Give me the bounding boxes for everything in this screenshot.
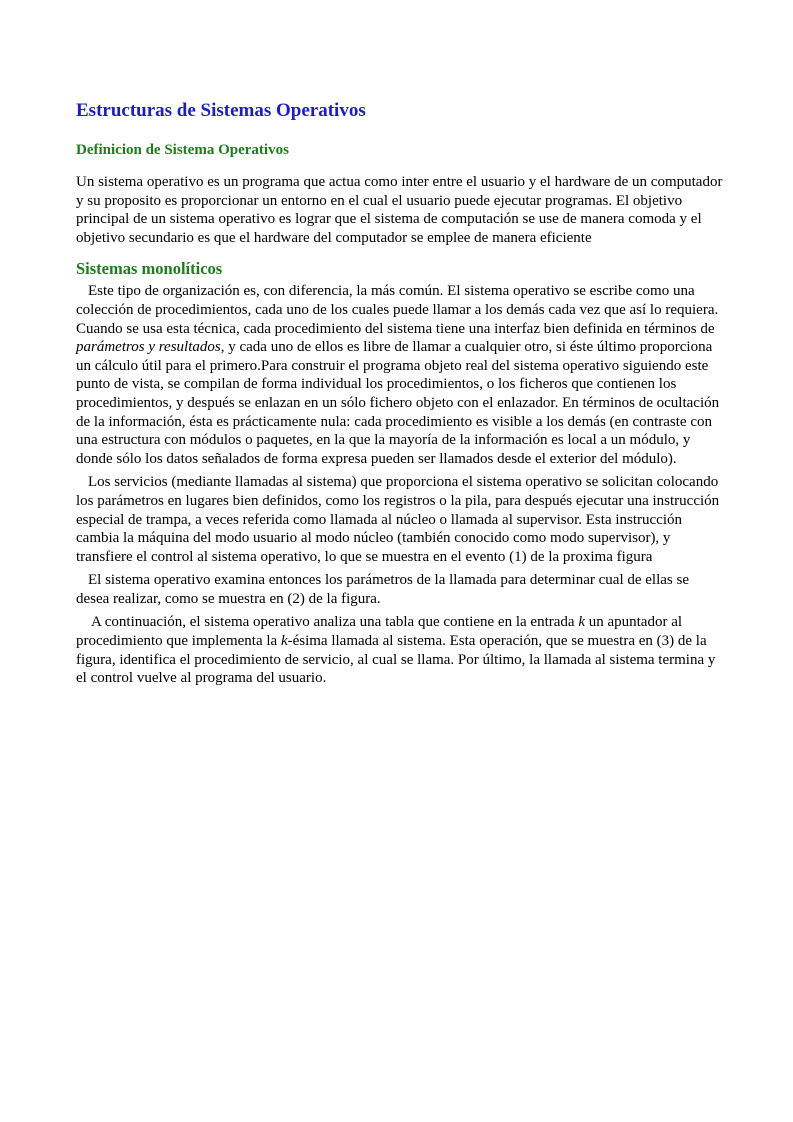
paragraph-text: , y cada uno de ellos es libre de llamar a cualquier otro, si éste último proporciona un cálculo útil para el primero.Para construir el programa objeto real del sistema operativo siguiendo este punto de vista, se compilan de forma individual los procedimientos, o los ficheros que contienen los procedimientos, y después se enlazan en un sólo fichero objeto con el enlazador. En términos de ocultación de la información, ésta es prácticamente nula: cada procedimiento es visible a los demás (en contraste con una estructura con módulos o paquetes, en la que la mayoría de la información es local a un módulo, y donde sólo los datos señalados de forma expresa pueden ser llamados desde el exterior del módulo). xyxy=(76,339,720,467)
paragraph-text: Este tipo de organización es, con diferencia, la más común. El sistema operativo se escribe como una colección de procedimientos, cada uno de los cuales puede llamar a los demás cada vez que así lo requiera. Cuando se usa esta técnica, cada procedimiento del sistema tiene una interfaz bien definida en términos de xyxy=(76,283,719,337)
definition-heading: Definicion de Sistema Operativos xyxy=(76,142,289,158)
monolithic-paragraph-1 xyxy=(76,282,724,468)
document-page xyxy=(76,98,724,688)
paragraph-text: -ésima llamada al sistema. Esta operación, que se muestra en (3) de la figura, identifica el procedimiento de servicio, al cual se llama. Por último, la llamada al sistema termina y el control vuelve al programa del usuario. xyxy=(76,633,716,687)
emphasis-text: k xyxy=(578,614,585,631)
emphasis-text: parámetros y resultados xyxy=(76,339,221,356)
monolithic-paragraph-4 xyxy=(76,613,724,687)
emphasis-text: k xyxy=(280,633,288,650)
monolithic-paragraph-2: Los servicios (mediante llamadas al sistema) que proporciona el sistema operativo se solicitan colocando los parámetros en lugares bien definidos, como los registros o la pila, para después ejecutar una instrucción especial de trampa, a veces referida como llamada al núcleo o llamada al supervisor. Esta instrucción cambia la máquina del modo usuario al modo núcleo (también conocido como modo supervisor), y transfiere el control al sistema operativo, lo que se muestra en el evento (1) de la proxima figura xyxy=(76,474,720,565)
paragraph-text: un apuntador al procedimiento que implementa la xyxy=(76,614,683,650)
document-title: Estructuras de Sistemas Operativos xyxy=(76,100,366,121)
paragraph-text: A continuación, el sistema operativo analiza una tabla que contiene en la entrada xyxy=(91,614,579,631)
monolithic-heading: Sistemas monolíticos xyxy=(76,259,223,279)
definition-paragraph: Un sistema operativo es un programa que actua como inter entre el usuario y el hardware de un computador y su proposito es proporcionar un entorno en el cual el usuario puede ejecutar programas. El objetivo principal de un sistema operativo es lograr que el sistema de computación se use de manera comoda y el objetivo secundario es que el hardware del computador se emplee de manera eficiente xyxy=(76,174,723,246)
monolithic-paragraph-3: El sistema operativo examina entonces los parámetros de la llamada para determinar cual de ellas se desea realizar, como se muestra en (2) de la figura. xyxy=(76,572,690,607)
